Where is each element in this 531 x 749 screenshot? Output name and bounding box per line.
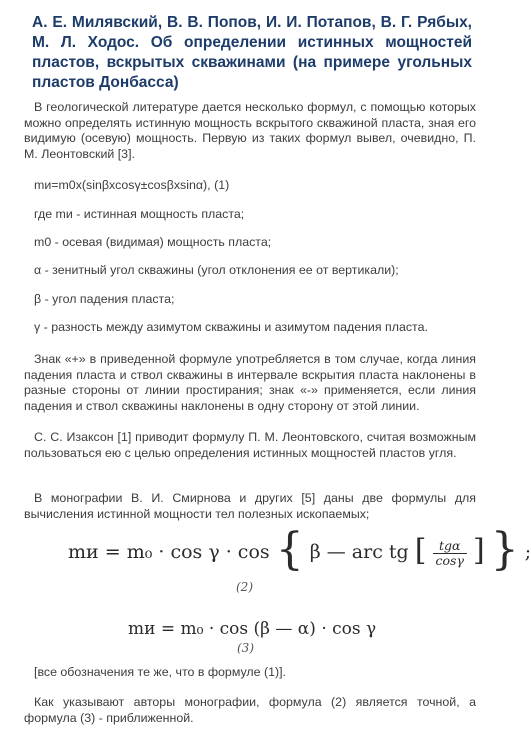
- definition-beta: β - угол падения пласта;: [34, 292, 175, 306]
- eq2-equals: =: [104, 541, 121, 563]
- definition-alpha: α - зенитный угол скважины (угол отклонения ее от вертикали);: [34, 263, 399, 277]
- notation-note: [все обозначения те же, что в формуле (1)].: [34, 665, 286, 679]
- definition-m0: m0 - осевая (видимая) мощность пласта;: [34, 235, 272, 249]
- eq2-right-bracket: ]: [472, 533, 485, 568]
- eq2-lhs: mи: [68, 541, 99, 563]
- equation-2: [68, 524, 531, 575]
- eq2-left-bracket: [: [414, 533, 427, 568]
- intro-paragraph: В геологической литературе дается несколько формул, с помощью которых можно определять истинную мощность вскрытого скважиной пласта, зная его видимую (осевую) мощность. Первую из таких формул вывел, очевидно, П. М. Леонтовский [3].: [24, 100, 476, 161]
- article-title: А. Е. Милявский, В. В. Попов, И. И. Потапов, В. Г. Рябых, М. Л. Ходос. Об определении истинных мощностей пластов, вскрытых скважинами (на примере угольных пластов Донбасса): [32, 14, 472, 91]
- eq2-right-brace: }: [490, 524, 519, 575]
- definition-gamma: γ - разность между азимутом скважины и азимутом падения пласта.: [34, 320, 428, 334]
- formula-1: mи=m0x(sinβxcosγ±cosβxsinα), (1): [34, 178, 230, 192]
- definition-mi: где mи - истинная мощность пласта;: [34, 207, 245, 221]
- eq2-numerator: tgα: [433, 539, 467, 554]
- eq2-denominator: cosγ: [435, 552, 464, 568]
- eq2-beta: β — arc tg: [309, 541, 409, 563]
- sign-note-paragraph: Знак «+» в приведенной формуле употребляется в том случае, когда линия падения пласта и ствол скважины в интервале вскрытия пласта наклонены в разные стороны от линии простирания; знак «-» применяется, если линия падения и ствол скважины наклонены в одну сторону от этой линии.: [24, 352, 476, 413]
- conclusion-paragraph: Как указывают авторы монографии, формула (2) является точной, а формула (3) - приближенной.: [24, 695, 476, 725]
- eq2-left-brace: {: [275, 524, 304, 575]
- equation-3: mи = m₀ · cos (β — α) · cos γ: [128, 619, 377, 639]
- eq2-label: (2): [236, 580, 253, 594]
- izakson-paragraph: С. С. Изаксон [1] приводит формулу П. М. Леонтовского, считая возможным пользоваться ею с целью определения истинных мощностей пластов угля.: [24, 430, 476, 460]
- smirnov-paragraph: В монографии В. И. Смирнова и других [5] даны две формулы для вычисления истинной мощности тел полезных ископаемых;: [24, 491, 476, 521]
- eq3-label: (3): [237, 641, 254, 655]
- eq2-body: m₀ · cos γ · cos: [126, 541, 270, 563]
- eq2-fraction: [433, 539, 467, 568]
- eq2-semicolon: ;: [524, 541, 531, 563]
